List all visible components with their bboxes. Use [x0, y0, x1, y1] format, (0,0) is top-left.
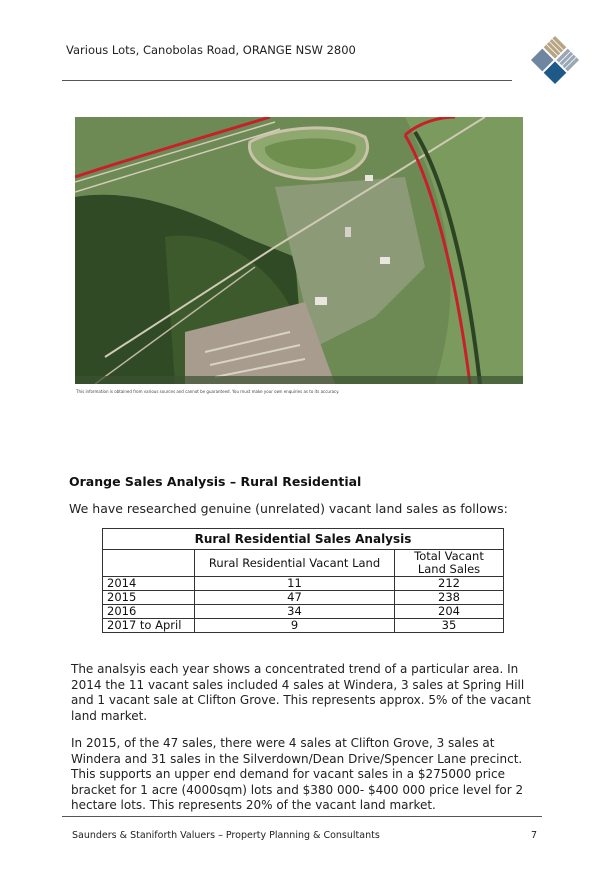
header-divider	[62, 80, 512, 81]
analysis-paragraph: In 2015, of the 47 sales, there were 4 sales at Clifton Grove, 3 sales at Windera and 31 sales in the Silverdown/Dean Drive/Spencer Lane precinct. This supports an upper end demand for vacant sales in a $275000 price bracket for 1 acre (4000sqm) lots and $380 000- $400 000 price level for 2 hectare lots. This represents 20% of the vacant land market.	[71, 736, 524, 812]
analysis-paragraph: The analsyis each year shows a concentrated trend of a particular area. In 2014 the 11 vacant sales included 4 sales at Windera, 3 sales at Spring Hill and 1 vacant sale at Clifton Grove. This represents approx. 5% of the vacant land market.	[71, 662, 531, 723]
table-row	[103, 605, 504, 619]
company-logo	[527, 32, 583, 88]
section-intro: We have researched genuine (unrelated) vacant land sales as follows:	[69, 501, 508, 516]
total-cell: 212	[395, 577, 504, 591]
page-number: 7	[531, 830, 538, 841]
rural-cell: 47	[195, 591, 395, 605]
map-disclaimer: This information is obtained from various sources and cannot be guaranteed. You must make your own enquiries as to its accuracy.	[76, 389, 340, 394]
total-cell: 238	[395, 591, 504, 605]
table-title: Rural Residential Sales Analysis	[103, 529, 504, 550]
footer-text: Saunders & Staniforth Valuers – Property Planning & Consultants	[72, 830, 380, 841]
document-header: Various Lots, Canobolas Road, ORANGE NSW 2800	[66, 43, 356, 57]
aerial-map	[75, 117, 523, 384]
header-cell-empty	[103, 550, 195, 577]
table-row	[103, 591, 504, 605]
table-row	[103, 577, 504, 591]
year-cell: 2014	[103, 577, 195, 591]
rural-cell: 34	[195, 605, 395, 619]
sales-analysis-table	[102, 528, 504, 633]
total-cell: 35	[395, 619, 504, 633]
section-title: Orange Sales Analysis – Rural Residential	[69, 474, 362, 489]
rural-cell: 9	[195, 619, 395, 633]
header-cell-rural: Rural Residential Vacant Land	[195, 550, 395, 577]
year-cell: 2017 to April	[103, 619, 195, 633]
table-row	[103, 619, 504, 633]
header-cell-total: Total Vacant Land Sales	[395, 550, 504, 577]
year-cell: 2015	[103, 591, 195, 605]
total-cell: 204	[395, 605, 504, 619]
year-cell: 2016	[103, 605, 195, 619]
rural-cell: 11	[195, 577, 395, 591]
footer-divider	[62, 816, 542, 817]
